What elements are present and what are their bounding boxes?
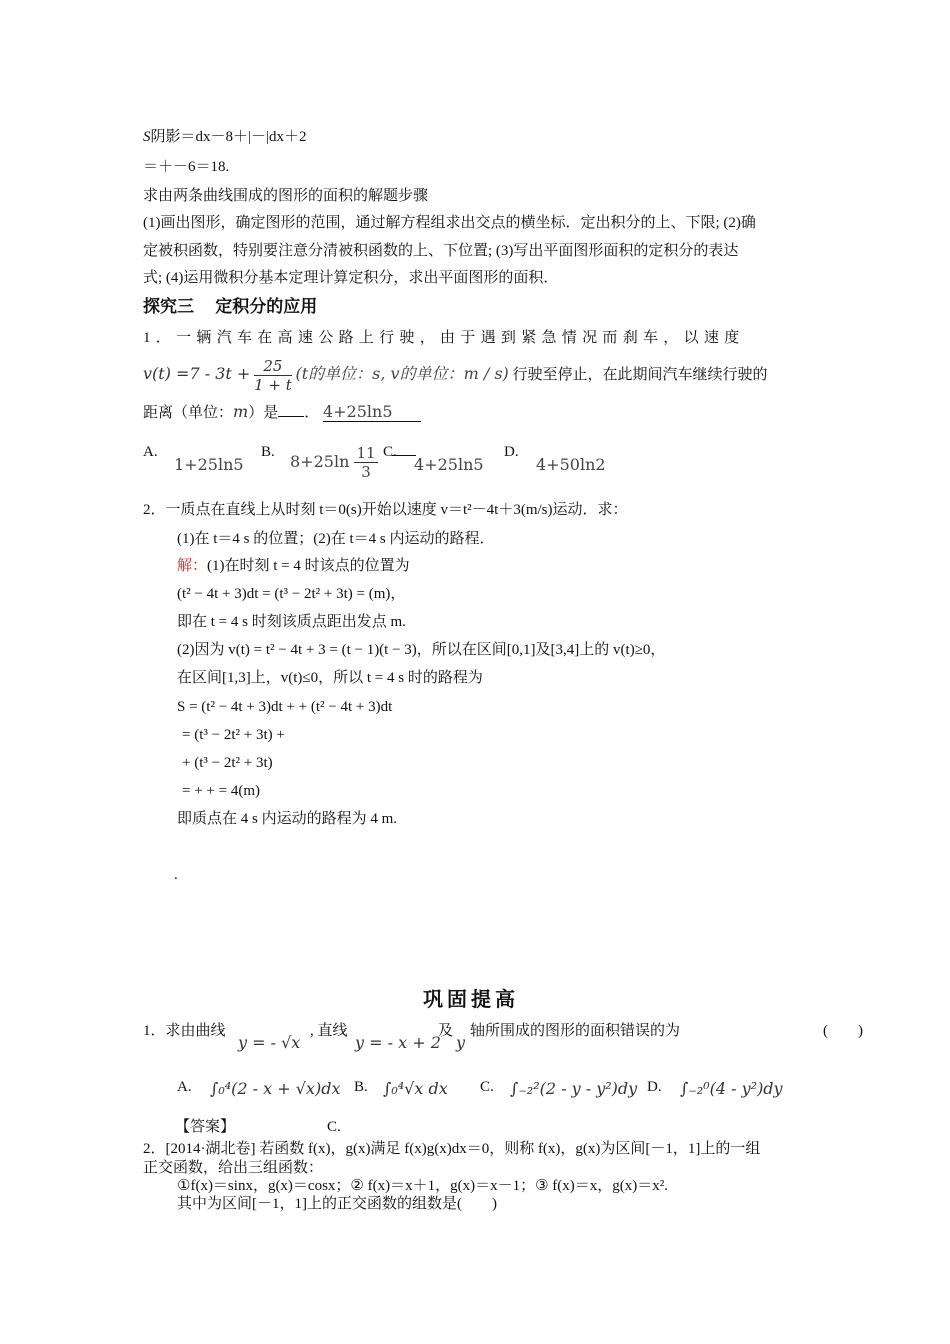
c-q1-line: y = - x + 2	[355, 1033, 441, 1052]
c-opt-a-label: A.	[177, 1079, 192, 1095]
q1-opt-b	[290, 438, 378, 486]
c-opt-b: ∫₀⁴√x dx	[383, 1079, 448, 1098]
steps-title: 求由两条曲线围成的图形的面积的解题步骤	[143, 188, 429, 204]
solution-line-4: (2)因为 v(t) = t² − 4t + 3 = (t − 1)(t − 3)，所以在区间[0,1]及[3,4]上的 v(t)≥0，	[177, 642, 666, 658]
solution-line-5: 在区间[1,3]上，v(t)≤0，所以 t = 4 s 时的路程为	[177, 670, 483, 686]
q1-unit-m: m	[233, 402, 249, 421]
q1-opt-a: 1+25ln5	[174, 455, 244, 474]
shadow-area-result: ＝＋－6＝18.	[143, 159, 230, 175]
c-opt-a: ∫₀⁴(2 - x + √x)dx	[210, 1079, 341, 1098]
q1-opt-b-num: 11	[356, 444, 376, 462]
c-opt-c: ∫₋₂²(2 - y - y²)dy	[510, 1079, 638, 1098]
q1-line-1: 1．一辆汽车在高速公路上行驶，由于遇到紧急情况而刹车，以速度	[143, 330, 745, 346]
consolidate-title: 巩固提高	[423, 989, 519, 1011]
q1-opt-d-label: D.	[504, 444, 519, 460]
solution-line-8: + (t³ − 2t² + 3t)	[182, 755, 273, 771]
c-q1-paren: ( )	[823, 1023, 863, 1039]
c-opt-b-label: B.	[354, 1079, 368, 1095]
solution-line-7: = (t³ − 2t² + 3t) +	[182, 727, 285, 743]
q1-opt-b-den: 3	[361, 463, 371, 481]
q1-opt-b-frac	[354, 444, 377, 481]
q1-fraction-den: 1 + t	[254, 376, 292, 395]
c-opt-d-label: D.	[647, 1079, 662, 1095]
q1-answer: 4+25ln5	[323, 402, 421, 422]
solution-line-1-text: (1)在时刻 t = 4 时该点的位置为	[207, 558, 410, 574]
q1-line-2	[143, 352, 768, 396]
solution-line-10: 即质点在 4 s 内运动的路程为 4 m.	[177, 811, 398, 827]
stray-dot: .	[174, 867, 178, 883]
c-q2-line-1: 2．[2014·湖北卷] 若函数 f(x)，g(x)满足 f(x)g(x)dx＝0，则称 f(x)，g(x)为区间[－1，1]上的一组	[143, 1141, 761, 1157]
c-q2-line-3: ①f(x)＝sinx，g(x)＝cosx；② f(x)＝x＋1，g(x)＝x－1；③ f(x)＝x，g(x)＝x².	[177, 1178, 669, 1194]
c-answer: C.	[327, 1119, 341, 1135]
q1-units: (t的单位：s, v的单位：m / s)	[295, 364, 509, 383]
q2-line-2: (1)在 t＝4 s 的位置；(2)在 t＝4 s 内运动的路程．	[177, 531, 495, 547]
q1-opt-b-pre: 8+25ln	[290, 452, 350, 471]
q1-opt-b-label: B.	[261, 444, 275, 460]
c-q2-line-4: 其中为区间[－1，1]上的正交函数的组数是( )	[177, 1196, 497, 1212]
c-q1-and: 及	[438, 1023, 454, 1039]
q1-opt-c-underline	[392, 455, 416, 456]
solution-label: 解：	[177, 558, 208, 574]
c-q2-line-2: 正交函数，给出三组函数：	[143, 1160, 324, 1176]
c-q1-curve: y = - √x	[238, 1033, 301, 1052]
q1-opt-a-label: A.	[143, 444, 158, 460]
steps-line-2: 定被积函数，特别要注意分清被积函数的上、下位置; (3)写出平面图形面积的定积分的表达	[143, 243, 739, 259]
c-q1-y: y	[456, 1033, 466, 1052]
q2-line-1: 2．一质点在直线上从时刻 t＝0(s)开始以速度 v＝t²－4t＋3(m/s)运动．求：	[143, 502, 628, 518]
q1-fraction-num: 25	[254, 357, 292, 376]
section-heading: 探究三 定积分的应用	[143, 297, 318, 316]
q1-opt-c-label: C.	[383, 444, 397, 460]
q1-opt-d: 4+50ln2	[536, 455, 606, 474]
q1-fraction	[254, 357, 292, 394]
c-q1-post: 轴所围成的图形的面积错误的为	[470, 1023, 681, 1039]
q1-opt-c: 4+25ln5	[414, 455, 484, 474]
steps-line-3: 式; (4)运用微积分基本定理计算定积分，求出平面图形的面积．	[143, 270, 559, 286]
q1-rest: 行驶至停止，在此期间汽车继续行驶的	[512, 367, 768, 383]
c-answer-label: 【答案】	[175, 1119, 236, 1135]
c-q1-pre: 1．求由曲线	[143, 1023, 226, 1039]
shadow-area-formula	[143, 127, 307, 147]
solution-line-3: 即在 t = 4 s 时刻该质点距出发点 m.	[177, 614, 406, 630]
solution-line-1	[177, 556, 410, 576]
q1-line3-text-b: ）是	[248, 405, 279, 421]
solution-line-2: (t² − 4t + 3)dt = (t³ − 2t² + 3t) = (m)，	[177, 586, 406, 602]
q1-blank-1	[278, 402, 304, 417]
q1-line3-text: 距离（单位：	[143, 405, 234, 421]
q1-line-3: 距离（单位：m）是 ． 4+25ln5	[143, 402, 421, 423]
shadow-formula-text: 阴影＝dx－8＋|－|dx＋2	[150, 129, 307, 145]
c-q1-mid: , 直线	[310, 1023, 348, 1039]
c-opt-d: ∫₋₂⁰(4 - y²)dy	[680, 1079, 783, 1098]
shadow-s: S	[143, 129, 151, 145]
solution-line-9: = + + = 4(m)	[182, 783, 260, 799]
c-opt-c-label: C.	[480, 1079, 494, 1095]
solution-line-6: S = (t² − 4t + 3)dt + + (t² − 4t + 3)dt	[177, 699, 393, 715]
q1-velocity: v(t) =7 - 3t +	[143, 364, 251, 383]
steps-line-1: (1)画出图形，确定图形的范围，通过解方程组求出交点的横坐标．定出积分的上、下限; (2)确	[143, 215, 756, 231]
